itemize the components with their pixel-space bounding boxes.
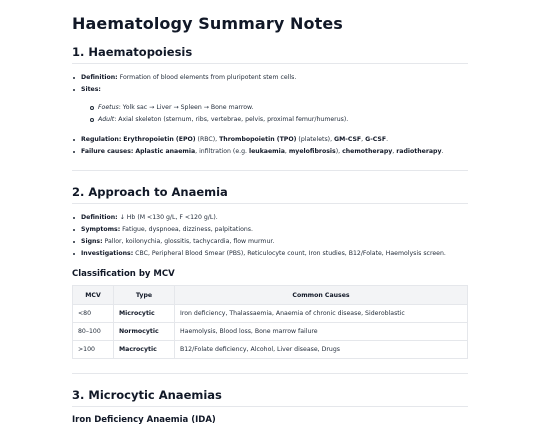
bullet-list [72,72,468,158]
list-item: Sites: Foetus: Yolk sac → Liver → Spleen → Bone marrow. Adult: Axial skeleton (sternum, ribs, vertebrae, pelvis, proximal femur/humerus). [81,84,468,126]
list-item: Foetus: Yolk sac → Liver → Spleen → Bone marrow. [98,102,468,114]
list-item: Signs: Pallor, koilonychia, glossitis, tachycardia, flow murmur. [81,236,468,248]
section-microcytic-anaemias [72,388,468,425]
subsection-heading: Classification by MCV [72,269,175,279]
list-item: Symptoms: Fatigue, dyspnoea, dizziness, palpitations. [81,224,468,236]
column-header: Type [114,286,175,305]
column-header: Common Causes [175,286,468,305]
divider [72,63,468,64]
list-item: Failure causes: Aplastic anaemia, infiltration (e.g. leukaemia, myelofibrosis), chemotherapy, radiotherapy. [81,146,468,158]
table-cell: <80 [73,305,114,323]
section-divider [72,373,468,374]
section-haematopoiesis [72,45,468,158]
section-heading: 2. Approach to Anaemia [72,185,228,199]
table-cell: >100 [73,341,114,359]
table-cell: Iron deficiency, Thalassaemia, Anaemia of chronic disease, Sideroblastic [175,305,468,323]
section-divider [72,170,468,171]
page-title: Haematology Summary Notes [72,14,343,33]
list-item: Investigations: CBC, Peripheral Blood Smear (PBS), Reticulocyte count, Iron studies, B12/Folate, Haemolysis screen. [81,248,468,260]
table-cell: 80–100 [73,323,114,341]
table-cell: Macrocytic [114,341,175,359]
table-cell: Haemolysis, Blood loss, Bone marrow failure [175,323,468,341]
table-row [73,305,468,323]
bullet-list [72,212,468,260]
section-heading: 1. Haematopoiesis [72,45,193,59]
list-item: Definition: ↓ Hb (M <130 g/L, F <120 g/L). [81,212,468,224]
section-approach-to-anaemia [72,185,468,359]
divider [72,406,468,407]
mcv-classification-table [72,285,468,359]
list-item: Regulation: Erythropoietin (EPO) (RBC), Thrombopoietin (TPO) (platelets), GM-CSF, G-CSF. [81,134,468,146]
table-cell: B12/Folate deficiency, Alcohol, Liver disease, Drugs [175,341,468,359]
list-item: Adult: Axial skeleton (sternum, ribs, vertebrae, pelvis, proximal femur/humerus). [98,114,468,126]
table-cell: Normocytic [114,323,175,341]
sub-list [81,102,468,126]
section-heading: 3. Microcytic Anaemias [72,388,222,402]
column-header: MCV [73,286,114,305]
table-row [73,341,468,359]
list-item: Definition: Formation of blood elements from pluripotent stem cells. [81,72,468,84]
subsection-heading: Iron Deficiency Anaemia (IDA) [72,415,216,425]
table-header-row [73,286,468,305]
divider [72,203,468,204]
table-row [73,323,468,341]
table-cell: Microcytic [114,305,175,323]
